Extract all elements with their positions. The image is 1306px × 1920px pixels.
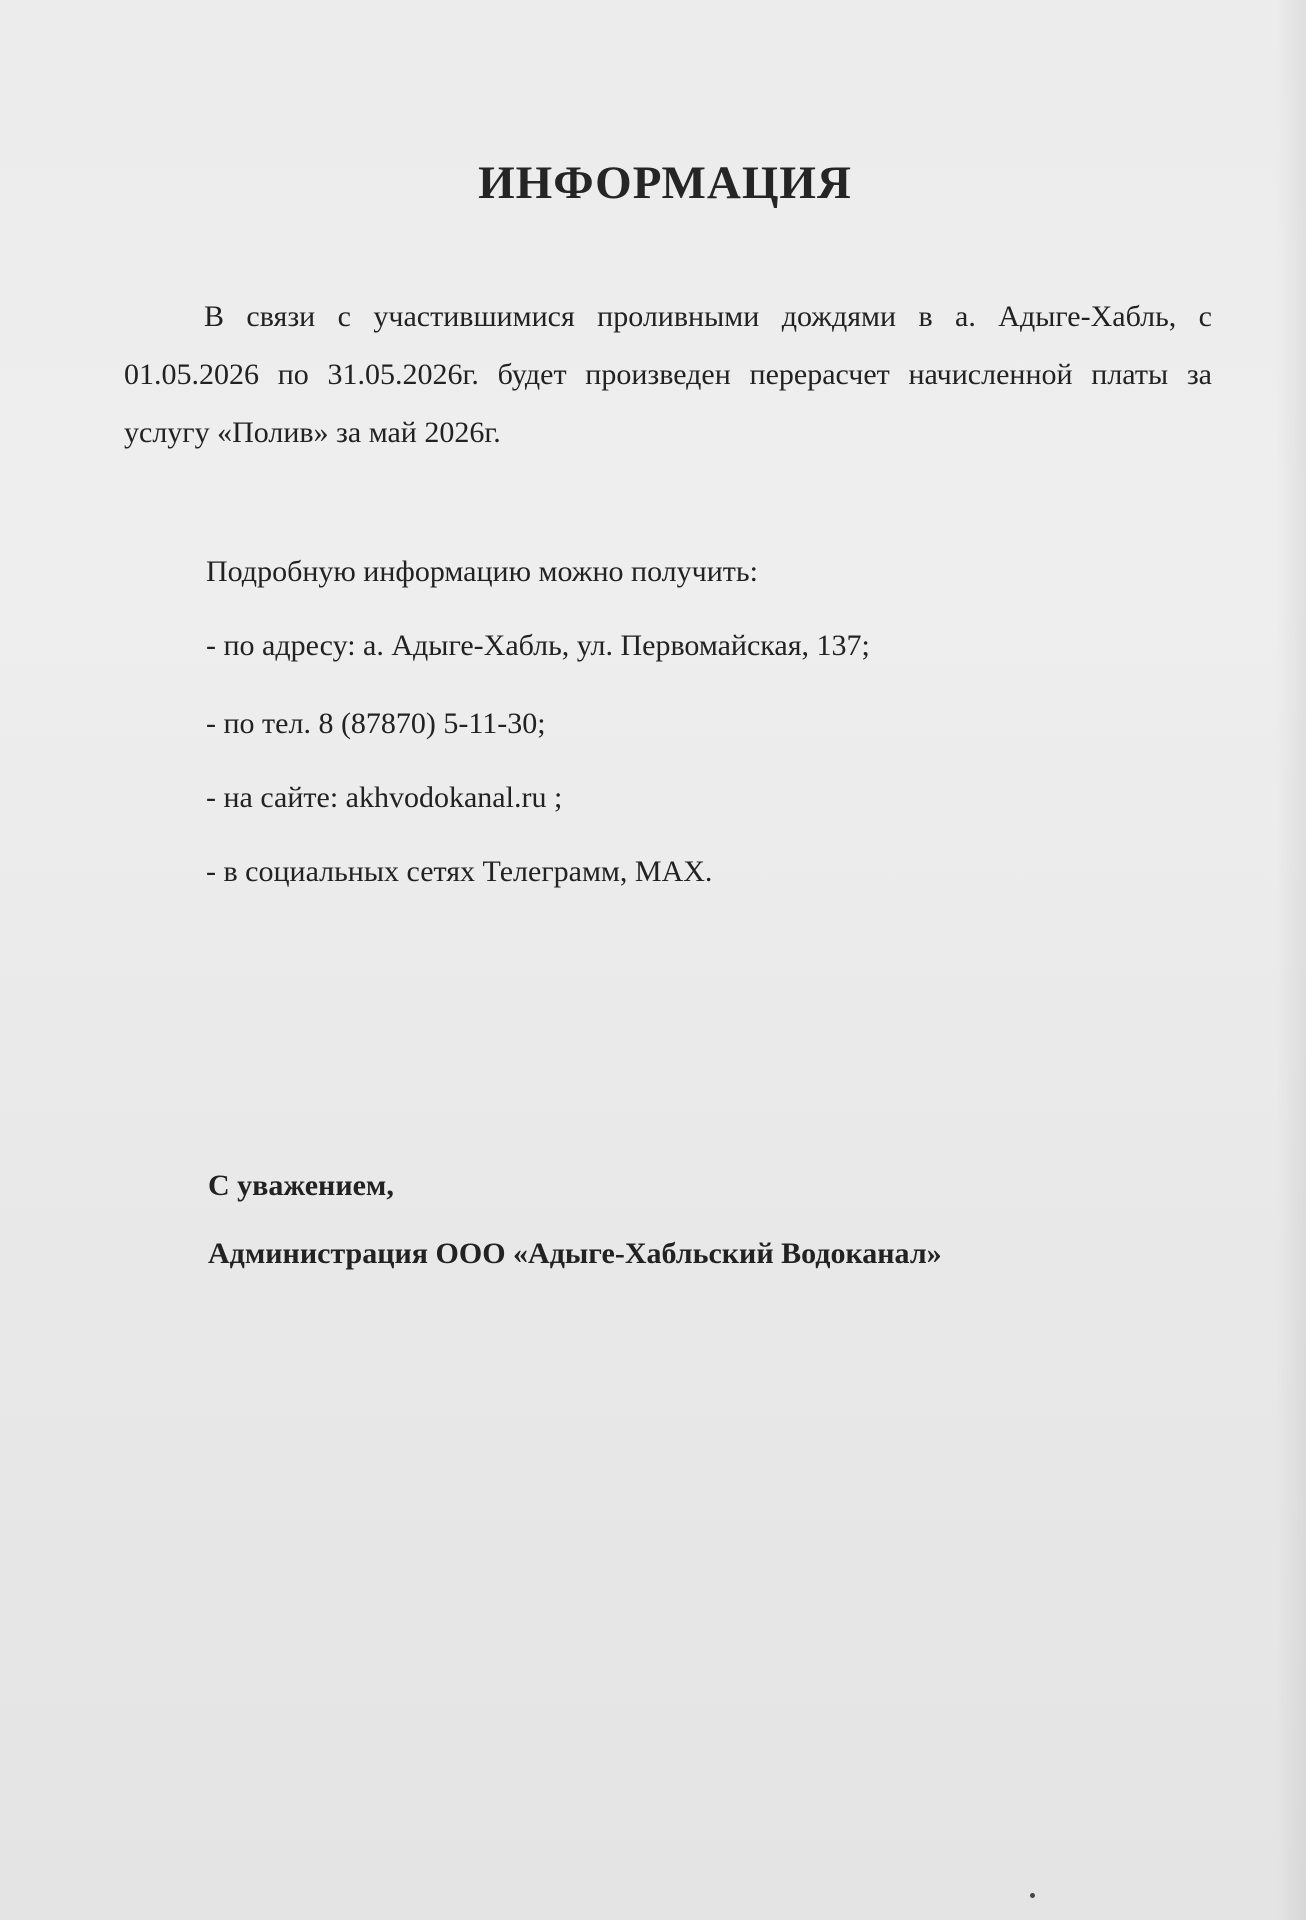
paragraph-line: В связи с участившимися проливными дождями в а. Адыге-Хабль, с — [204, 300, 1212, 333]
paper-speck — [1030, 1893, 1035, 1898]
contact-website: - на сайте: akhvodokanal.ru ; — [206, 781, 563, 814]
contact-address: - по адресу: а. Адыге-Хабль, ул. Первомайская, 137; — [206, 629, 870, 662]
paragraph-line: услугу «Полив» за май 2026г. — [124, 416, 501, 449]
paragraph-line: 01.05.2026 по 31.05.2026г. будет произведен перерасчет начисленной платы за — [124, 358, 1212, 391]
signature-greeting: С уважением, — [208, 1169, 394, 1202]
announcement-paragraph — [124, 288, 1212, 462]
contact-social: - в социальных сетях Телеграмм, MAX. — [206, 855, 713, 888]
document-title: ИНФОРМАЦИЯ — [478, 157, 852, 209]
contact-phone: - по тел. 8 (87870) 5-11-30; — [206, 707, 546, 740]
contact-intro: Подробную информацию можно получить: — [206, 555, 758, 588]
signature-organization: Администрация ООО «Адыге-Хабльский Водоканал» — [208, 1237, 942, 1270]
